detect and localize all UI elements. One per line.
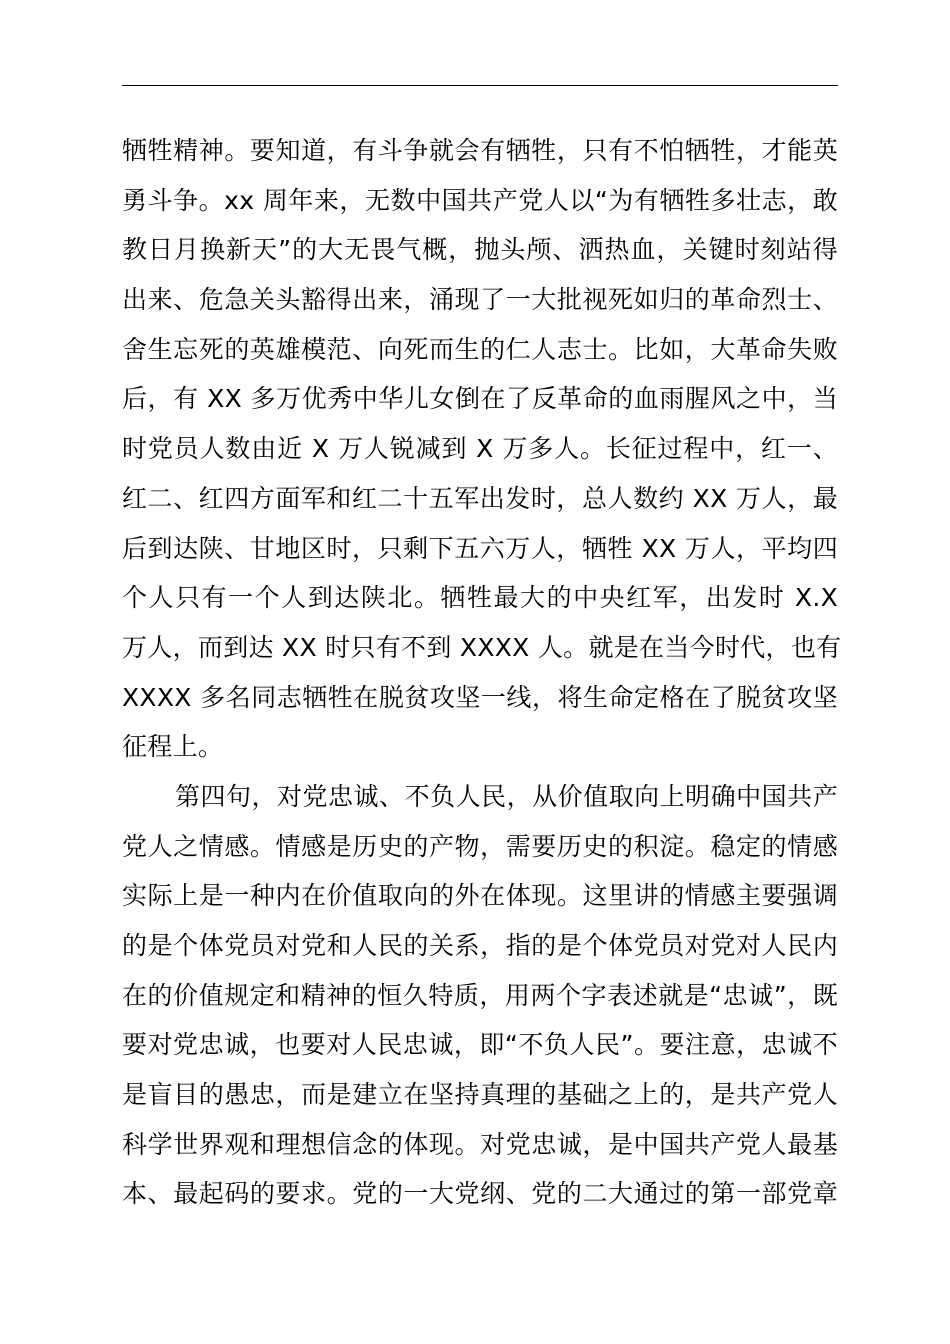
- text-line: 时党员人数由近 X 万人锐减到 X 万多人。长征过程中，红一、: [122, 434, 838, 464]
- document-body: [122, 126, 842, 1219]
- text-line: 舍生忘死的英雄模范、向死而生的仁人志士。比如，大革命失败: [122, 334, 838, 364]
- text-line: 在的价值规定和精神的恒久特质，用两个字表述就是“忠诚”，既: [122, 980, 838, 1010]
- text-line: 牺牲精神。要知道，有斗争就会有牺牲，只有不怕牺牲，才能英: [122, 136, 838, 165]
- text-line: 教日月换新天”的大无畏气概，抛头颅、洒热血，关键时刻站得: [122, 235, 838, 265]
- text-line: 万人，而到达 XX 时只有不到 XXXX 人。就是在当今时代，也有: [122, 632, 842, 662]
- text-line: 党人之情感。情感是历史的产物，需要历史的积淀。稳定的情感: [122, 831, 838, 861]
- text-line: 红二、红四方面军和红二十五军出发时，总人数约 XX 万人，最: [122, 483, 838, 513]
- text-line: 征程上。: [122, 732, 224, 762]
- text-line: 勇斗争。xx 周年来，无数中国共产党人以“为有牺牲多壮志，敢: [122, 185, 838, 215]
- text-line: 实际上是一种内在价值取向的外在体现。这里讲的情感主要强调: [122, 881, 838, 911]
- text-line: 是盲目的愚忠，而是建立在坚持真理的基础之上的，是共产党人: [122, 1080, 838, 1110]
- text-line: XXXX 多名同志牺牲在脱贫攻坚一线，将生命定格在了脱贫攻坚: [122, 682, 838, 712]
- text-line: 出来、危急关头豁得出来，涌现了一大批视死如归的革命烈士、: [122, 285, 838, 315]
- header-rule: [122, 85, 838, 86]
- text-line: 科学世界观和理想信念的体现。对党忠诚，是中国共产党人最基: [122, 1129, 838, 1159]
- text-line: 要对党忠诚，也要对人民忠诚，即“不负人民”。要注意，忠诚不: [122, 1030, 838, 1060]
- paragraph-2: [122, 772, 838, 1219]
- text-line: 第四句，对党忠诚、不负人民，从价值取向上明确中国共产: [175, 781, 838, 811]
- text-line: 本、最起码的要求。党的一大党纲、党的二大通过的第一部党章: [122, 1179, 838, 1209]
- text-line: 后到达陕、甘地区时，只剩下五六万人，牺牲 XX 万人，平均四: [122, 533, 838, 563]
- text-line: 的是个体党员对党和人民的关系，指的是个体党员对党对人民内: [122, 931, 838, 960]
- text-line: 个人只有一个人到达陕北。牺牲最大的中央红军，出发时 X.X: [122, 583, 838, 613]
- paragraph-1: [122, 126, 842, 772]
- text-line: 后，有 XX 多万优秀中华儿女倒在了反革命的血雨腥风之中，当: [122, 384, 838, 414]
